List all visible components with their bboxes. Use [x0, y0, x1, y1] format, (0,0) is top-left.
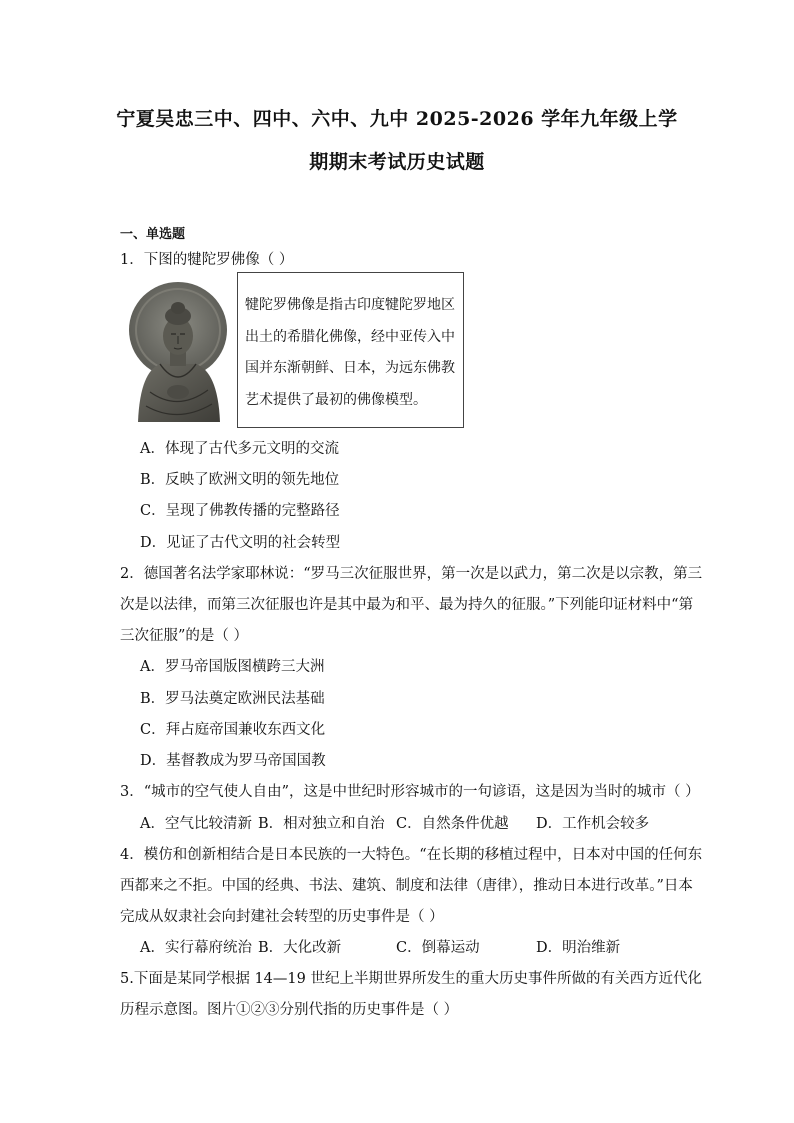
figure-caption-line: 艺术提供了最初的佛像模型。	[245, 391, 427, 408]
question-4-stem-line: 完成从奴隶社会向封建社会转型的历史事件是（ ）	[120, 909, 444, 925]
question-1-option-a[interactable]: A．体现了古代多元文明的交流	[140, 441, 339, 457]
question-4-stem-line: 西都来之不拒。中国的经典、书法、建筑、制度和法律（唐律），推动日本进行改革。”日本	[120, 878, 693, 894]
question-3-option-a[interactable]: A．空气比较清新	[140, 816, 252, 832]
question-4-option-d[interactable]: D．明治维新	[536, 940, 621, 956]
exam-title-line-2: 期期末考试历史试题	[309, 151, 485, 173]
question-2-stem-line: 次是以法律，而第三次征服也许是其中最为和平、最为持久的征服。”下列能印证材料中“第	[120, 597, 694, 613]
figure-caption-line: 出土的希腊化佛像，经中亚传入中	[245, 328, 455, 345]
question-3-option-c[interactable]: C．自然条件优越	[396, 816, 509, 832]
question-2-stem-line: 三次征服”的是（ ）	[120, 628, 249, 644]
question-3-stem: 3．“城市的空气使人自由”，这是中世纪时形容城市的一句谚语，这是因为当时的城市（ ）	[120, 784, 700, 800]
question-4-option-c[interactable]: C．倒幕运动	[396, 940, 480, 956]
question-2-option-c[interactable]: C．拜占庭帝国兼收东西文化	[140, 722, 326, 738]
figure-caption-line: 国并东渐朝鲜、日本，为远东佛教	[245, 360, 455, 376]
question-4-option-a[interactable]: A．实行幕府统治	[140, 940, 252, 956]
question-2-option-d[interactable]: D．基督教成为罗马帝国国教	[140, 753, 326, 769]
question-4-option-b[interactable]: B．大化改新	[258, 940, 342, 956]
question-1-option-b[interactable]: B．反映了欧洲文明的领先地位	[140, 472, 340, 488]
question-3-option-d[interactable]: D．工作机会较多	[536, 816, 650, 832]
question-1-option-c[interactable]: C．呈现了佛教传播的完整路径	[140, 503, 340, 519]
question-2-option-a[interactable]: A．罗马帝国版图横跨三大洲	[140, 659, 325, 675]
gandhara-buddha-image	[120, 272, 237, 428]
question-1-option-d[interactable]: D．见证了古代文明的社会转型	[140, 535, 341, 551]
section-heading: 一、单选题	[120, 227, 186, 242]
question-2-stem-line: 2．德国著名法学家耶林说：“罗马三次征服世界，第一次是以武力，第二次是以宗教，第三	[120, 566, 703, 582]
question-1-figure-divider	[237, 272, 238, 428]
question-5-stem-line: 5.下面是某同学根据 14—19 世纪上半期世界所发生的重大历史事件所做的有关西方近代化	[120, 971, 702, 987]
question-5-stem-line: 历程示意图。图片①②③分别代指的历史事件是（ ）	[120, 1002, 459, 1018]
question-3-option-b[interactable]: B．相对独立和自治	[258, 816, 385, 832]
figure-caption-line: 犍陀罗佛像是指古印度犍陀罗地区	[245, 297, 455, 313]
question-1-stem: 1．下图的犍陀罗佛像（ ）	[120, 252, 294, 268]
question-2-option-b[interactable]: B．罗马法奠定欧洲民法基础	[140, 691, 325, 707]
exam-title-line-1: 宁夏吴忠三中、四中、六中、九中 2025-2026 学年九年级上学	[116, 108, 678, 130]
question-1-figure-caption	[245, 290, 460, 416]
question-4-stem-line: 4．模仿和创新相结合是日本民族的一大特色。“在长期的移植过程中，日本对中国的任何东	[120, 847, 703, 863]
